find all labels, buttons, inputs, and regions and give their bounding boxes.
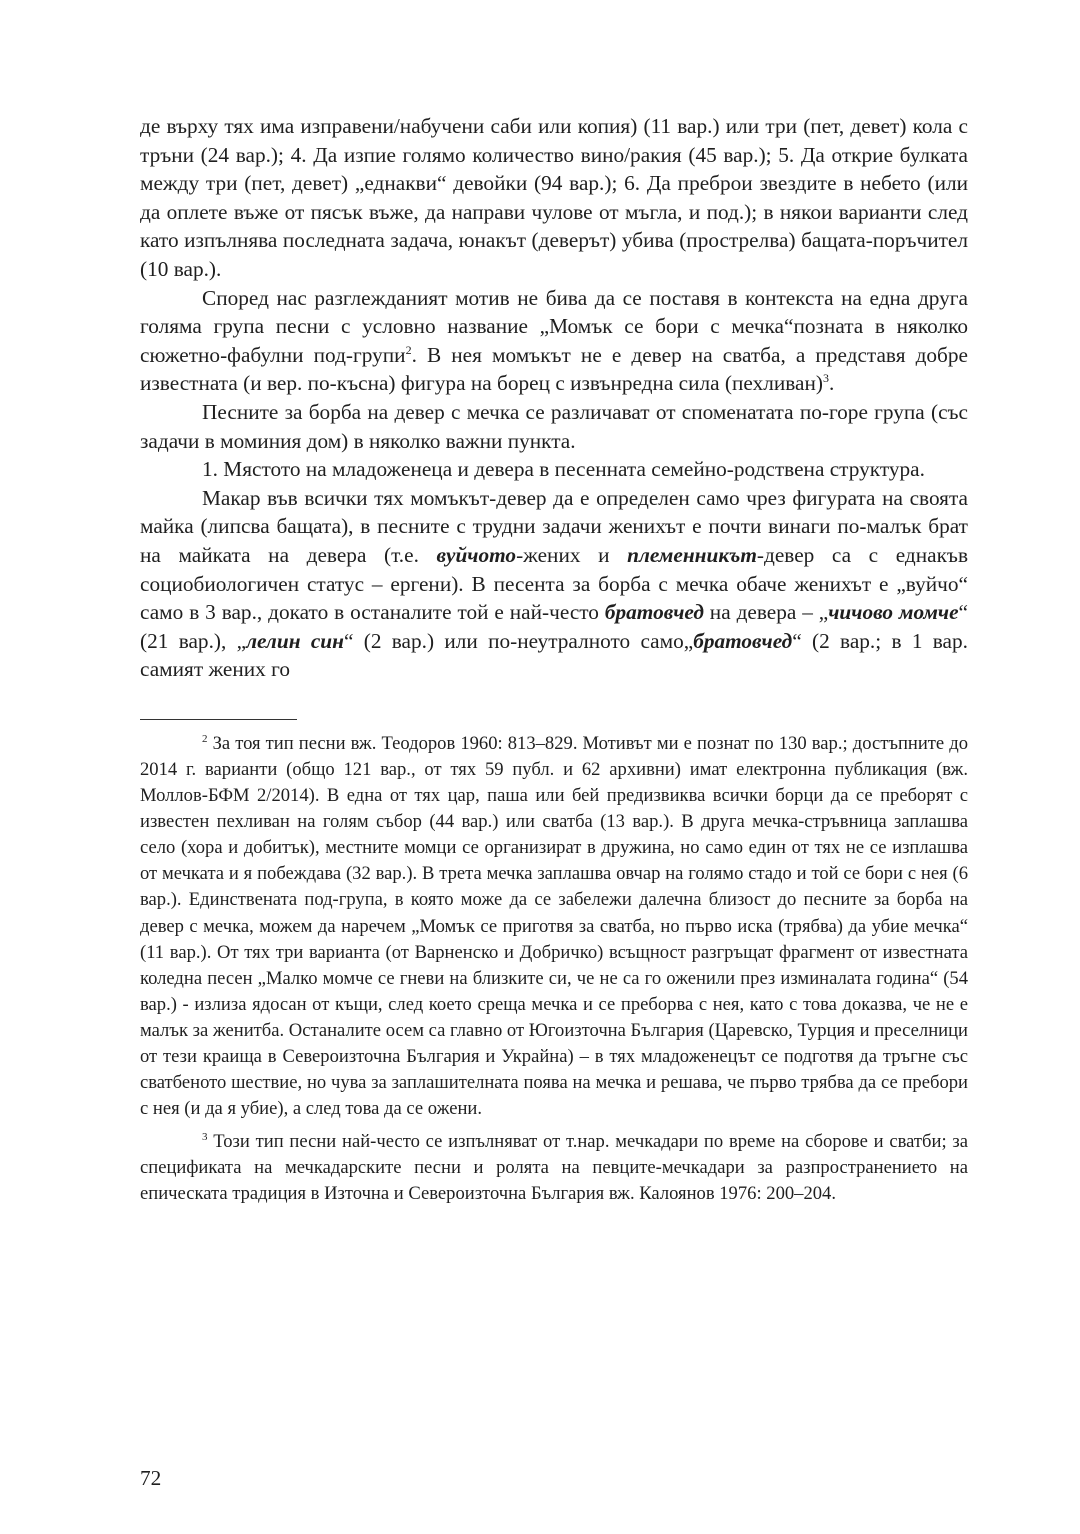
- footnote-marker: 3: [202, 1131, 208, 1144]
- paragraph-5-text: “ (2 вар.; в 1 вар. самият жених го: [140, 628, 968, 682]
- paragraph-5-text: Макар във всички тях момъкът-девер да е определен само чрез фигурата на своята майка (липсва бащата), в песните с трудни задачи женихът е почти винаги по-малък брат на майката на девера (т.е.: [140, 485, 968, 567]
- paragraph-3: Песните за борба на девер с мечка се различават от споменатата по-горе група (със задачи в моминия дом) в няколко важни пункта.: [140, 399, 968, 453]
- paragraph-5-text: “ (2 вар.) или по-неутралното само„: [343, 628, 694, 653]
- paragraph-5-text: на девера – „: [703, 600, 829, 625]
- paragraph-5-text: “ (21 вар.), „: [140, 600, 968, 653]
- footnote-text: Този тип песни най-често се изпълняват от т.нар. мечкадари по време на сборове и сватби; за спецификата на мечкадарските песни и ролята на певците-мечкадари за разпространението на епическата традиция в Източна и Североизточна България вж. Калоянов 1976: 200–204.: [140, 1131, 968, 1205]
- paragraph-2-part-c: .: [828, 371, 835, 396]
- paragraph-2: [140, 284, 968, 398]
- paragraph-5-text: -жених и: [516, 542, 628, 567]
- paragraph-2-part-b: . В нея момъкът не е девер на сватба, а представя добре известната (и вер. по-късна) фигура на борец с извънредна сила (пехливан): [140, 342, 968, 396]
- footnote-separator: [140, 719, 297, 720]
- footnote-marker: 2: [202, 732, 208, 745]
- emphasis-bratovched-2: братовчед: [693, 628, 793, 653]
- main-text: [140, 112, 968, 684]
- emphasis-lelin-sin: лелин син: [246, 628, 344, 653]
- paragraph-5-text: -девер са с еднакъв социобиологичен статус – ергени). В песента за борба с мечка обаче женихът е „вуйчо“ само в 3 вар., докато в останалите той е най-често: [140, 542, 969, 625]
- page-number: 72: [140, 1466, 162, 1490]
- footnote-ref-2[interactable]: 2: [405, 342, 412, 357]
- footnote-text: За тоя тип песни вж. Теодоров 1960: 813–829. Мотивът ми е познат по 130 вар.; достъпните до 2014 г. варианти (общо 121 вар., от тях 59 публ. и 62 архивни) имат електронна публикация (вж. Моллов-БФМ 2/2014). В една от тях цар, паша или бей предизвиква всички борци да се преборят с известен пехливан на голям събор (44 вар.) или сватба (13 вар.). В друга мечка-стръвница заплашва село (хора и добитък), местните момци се организират в дружина, но само един от тях не се изплашва от мечката и я побеждава (32 вар.). В трета мечка заплашва овчар на голямо стадо и той се бори с нея (6 вар.). Единствената под-група, в която може да се забележи далечна близост до песните за борба на девер с мечка, можем да наречем „Момък се приготвя за сватба, но първо иска (трябва) да убие мечка“ (11 вар.). От тях три варианта (от Варненско и Добричко) всъщност разгръщат фрагмент от известната коледна песен „Малко момче се гневи на близките си, че не са го оженили през изминалата година“ (54 вар.) - излиза ядосан от къщи, след което среща мечка и се преборва с нея, като с това доказва, че не е малък за женитба. Останалите осем са главно от Югоизточна България (Царевско, Турция и преселници от тези краища в Североизточна България и Украйна) – в тях младоженецът се подготвя да тръгне със сватбеното шествие, но чува за заплашителната поява на мечка и решава, че първо трябва да се пребори с нея (и да я убие), а след това да се ожени.: [140, 732, 968, 1120]
- emphasis-plemennikat: племенникът: [627, 542, 757, 567]
- page-content: [140, 112, 968, 1208]
- footnote-ref-3[interactable]: 3: [822, 371, 829, 386]
- footnote-3: [140, 1129, 968, 1207]
- paragraph-4: 1. Мястото на младоженеца и девера в песенната семейно-родствена структура.: [202, 457, 925, 482]
- paragraph-5: [140, 484, 968, 684]
- footnote-2: [140, 731, 968, 1122]
- emphasis-vuycho: вуйчото: [436, 542, 517, 567]
- paragraph-2-part-a: Според нас разглежданият мотив не бива да се поставя в контекста на една друга голяма група песни с условно название „Момък се бори с мечка“позната в няколко сюжетно-фабулни под-групи: [140, 285, 968, 367]
- footnotes: [140, 731, 968, 1208]
- emphasis-chichovo-momche: чичово момче: [828, 600, 959, 625]
- emphasis-bratovched: братовчед: [604, 600, 704, 625]
- paragraph-1: де върху тях има изправени/набучени саби или копия) (11 вар.) или три (пет, девет) кола с тръни (24 вар.); 4. Да изпие голямо количество вино/ракия (45 вар.); 5. Да открие булката между три (пет, девет) „еднакви“ девойки (94 вар.); 6. Да преброи звездите в небето (или да оплете въже от пясък въже, да направи чулове от мъгла, и под.); в някои варианти след като изпълнява последната задача, юнакът (деверът) убива (прострелва) бащата-поръчител (10 вар.).: [140, 114, 968, 281]
